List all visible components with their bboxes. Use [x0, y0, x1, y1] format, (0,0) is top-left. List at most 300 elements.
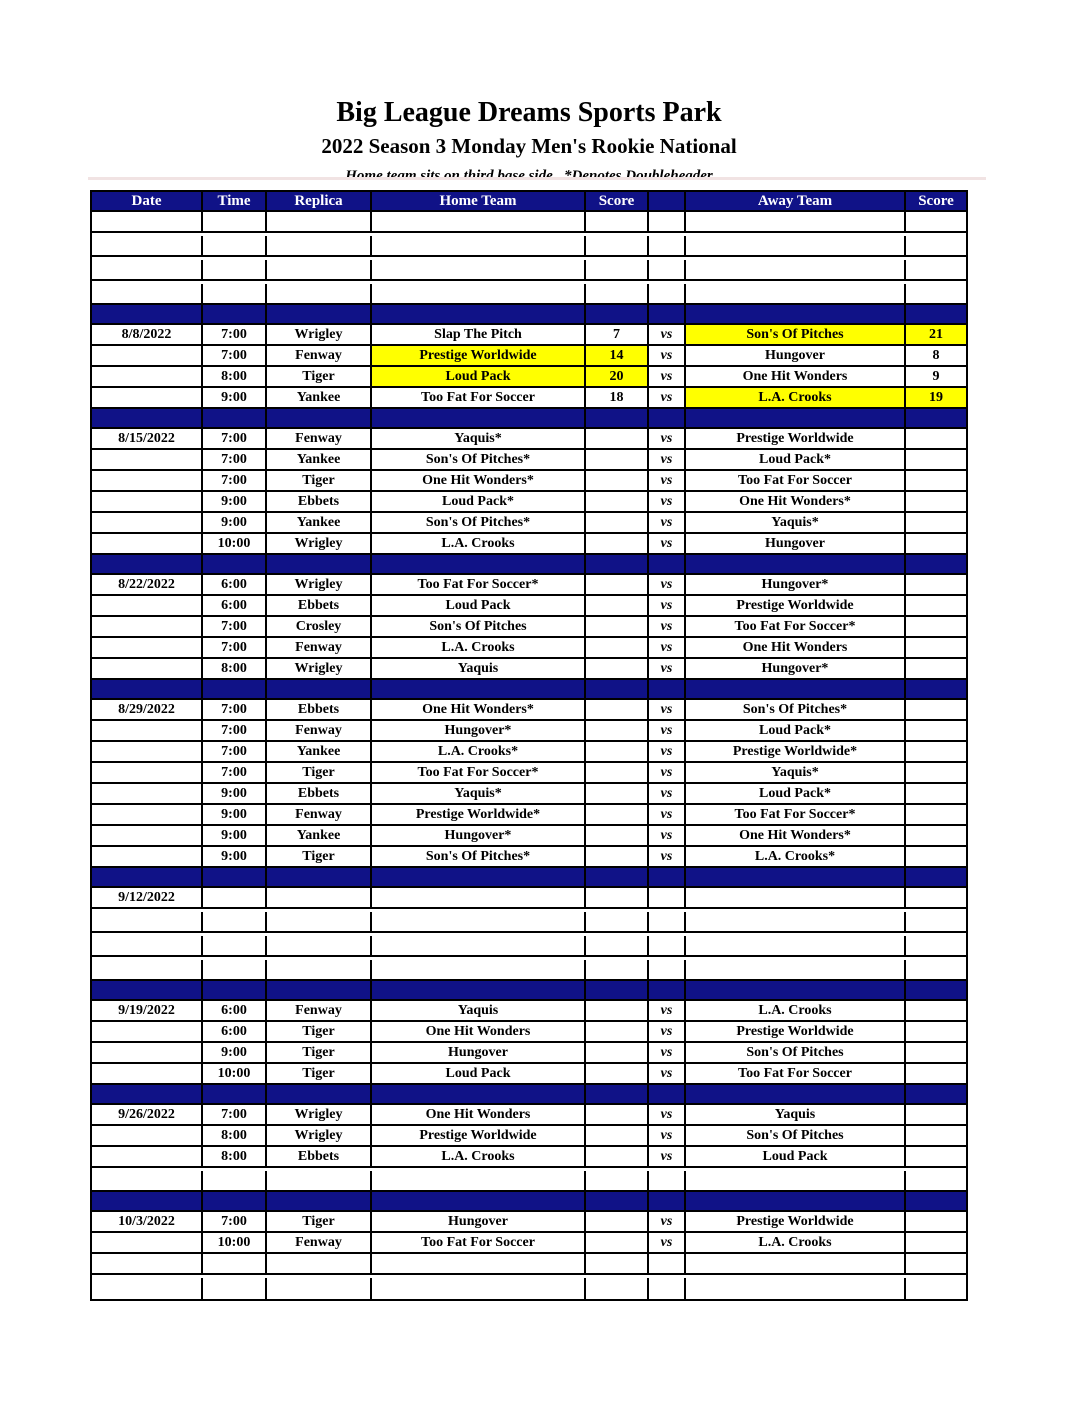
- column-header: Score: [918, 193, 954, 209]
- home-score-cell: [586, 450, 649, 469]
- away-team-cell: L.A. Crooks: [686, 1001, 906, 1020]
- vs-cell: [649, 555, 686, 573]
- home-team-cell: L.A. Crooks: [372, 534, 586, 553]
- date-cell: [92, 1233, 203, 1252]
- date-cell: [92, 236, 203, 255]
- date-cell: [92, 1192, 203, 1210]
- home-team-cell: L.A. Crooks: [372, 638, 586, 657]
- date-cell: 8/22/2022: [92, 575, 203, 594]
- away-team-cell: Too Fat For Soccer: [686, 471, 906, 490]
- replica-cell: Wrigley: [267, 1105, 372, 1124]
- home-team-cell: [372, 936, 586, 955]
- replica-cell: Ebbets: [267, 784, 372, 803]
- time-cell: 9:00: [203, 784, 267, 803]
- replica-cell: Ebbets: [267, 700, 372, 719]
- column-header: Replica: [267, 192, 372, 210]
- column-header: Time: [203, 192, 267, 210]
- vs-cell: vs: [649, 367, 686, 386]
- home-score-cell: [586, 805, 649, 824]
- home-team-cell: [372, 260, 586, 279]
- replica-cell: [267, 936, 372, 955]
- date-cell: [92, 847, 203, 866]
- away-score-cell: [906, 1233, 966, 1252]
- away-team-cell: Hungover*: [686, 575, 906, 594]
- home-team-cell: [372, 1254, 586, 1273]
- replica-cell: Wrigley: [267, 575, 372, 594]
- time-cell: 6:00: [203, 596, 267, 615]
- home-score-cell: [586, 305, 649, 323]
- away-score-cell: [906, 1278, 966, 1299]
- away-score-cell: [906, 305, 966, 323]
- vs-cell: vs: [649, 1147, 686, 1166]
- time-cell: 7:00: [203, 721, 267, 740]
- time-cell: [203, 1254, 267, 1273]
- time-cell: [203, 912, 267, 931]
- home-team-cell: Too Fat For Soccer*: [372, 763, 586, 782]
- game-row: [92, 492, 966, 513]
- replica-cell: Fenway: [267, 346, 372, 365]
- away-score-cell: [906, 742, 966, 761]
- away-score-cell: [906, 960, 966, 979]
- date-cell: [92, 784, 203, 803]
- replica-cell: Tiger: [267, 847, 372, 866]
- home-team-cell: [372, 284, 586, 303]
- replica-cell: [267, 555, 372, 573]
- away-team-cell: Hungover*: [686, 659, 906, 678]
- game-row: [92, 1147, 966, 1168]
- column-header: Home Team: [372, 192, 586, 210]
- home-team-cell: L.A. Crooks: [372, 1147, 586, 1166]
- time-cell: 7:00: [203, 471, 267, 490]
- home-score-cell: [586, 1254, 649, 1273]
- home-team-cell: Too Fat For Soccer: [372, 388, 586, 407]
- replica-cell: [267, 1085, 372, 1103]
- home-team-cell: [372, 981, 586, 999]
- replica-cell: [267, 305, 372, 323]
- away-score-cell: [906, 617, 966, 636]
- home-score-cell: 14: [586, 346, 649, 365]
- game-row: [92, 888, 966, 909]
- away-team-cell: Prestige Worldwide*: [686, 742, 906, 761]
- away-team-cell: [686, 936, 906, 955]
- game-row: [92, 742, 966, 763]
- home-team-cell: One Hit Wonders*: [372, 471, 586, 490]
- away-score-cell: 19: [906, 388, 966, 407]
- home-team-cell: One Hit Wonders*: [372, 700, 586, 719]
- home-score-cell: [586, 596, 649, 615]
- column-header: [649, 192, 686, 210]
- game-row: [92, 721, 966, 742]
- away-team-cell: [686, 912, 906, 931]
- date-cell: [92, 492, 203, 511]
- vs-cell: [649, 868, 686, 886]
- time-cell: [203, 1192, 267, 1210]
- home-score-cell: [586, 513, 649, 532]
- away-team-cell: Loud Pack*: [686, 721, 906, 740]
- home-team-cell: Yaquis*: [372, 784, 586, 803]
- time-cell: 7:00: [203, 763, 267, 782]
- vs-cell: vs: [649, 700, 686, 719]
- date-cell: [92, 1171, 203, 1190]
- away-team-cell: [686, 981, 906, 999]
- home-team-cell: Hungover*: [372, 826, 586, 845]
- home-score-cell: [586, 1233, 649, 1252]
- away-team-cell: Too Fat For Soccer: [686, 1064, 906, 1083]
- date-cell: [92, 534, 203, 553]
- date-cell: [92, 450, 203, 469]
- home-score-cell: [586, 742, 649, 761]
- vs-cell: vs: [649, 388, 686, 407]
- game-row: [92, 763, 966, 784]
- home-score-cell: [586, 1022, 649, 1041]
- replica-cell: Wrigley: [267, 659, 372, 678]
- replica-cell: Tiger: [267, 1212, 372, 1231]
- away-team-cell: [686, 960, 906, 979]
- game-row: [92, 1105, 966, 1126]
- time-cell: 7:00: [203, 346, 267, 365]
- vs-cell: [649, 680, 686, 698]
- home-score-cell: [586, 784, 649, 803]
- vs-cell: [649, 960, 686, 979]
- game-row: [92, 1212, 966, 1233]
- game-row: [92, 388, 966, 409]
- time-cell: 9:00: [203, 513, 267, 532]
- home-team-cell: Loud Pack*: [372, 492, 586, 511]
- home-score-cell: [586, 534, 649, 553]
- replica-cell: [267, 1171, 372, 1190]
- away-score-cell: [906, 784, 966, 803]
- time-cell: 9:00: [203, 826, 267, 845]
- vs-cell: [649, 912, 686, 931]
- vs-cell: vs: [649, 1233, 686, 1252]
- away-score-cell: [906, 763, 966, 782]
- home-team-cell: Hungover*: [372, 721, 586, 740]
- date-cell: [92, 868, 203, 886]
- home-score-cell: [586, 1043, 649, 1062]
- vs-cell: [649, 1192, 686, 1210]
- time-cell: [203, 305, 267, 323]
- date-cell: [92, 763, 203, 782]
- date-cell: [92, 1126, 203, 1145]
- home-score-cell: [586, 492, 649, 511]
- empty-row: [92, 1278, 966, 1299]
- replica-cell: Fenway: [267, 805, 372, 824]
- away-score-cell: [906, 575, 966, 594]
- game-row: [92, 429, 966, 450]
- week-separator-row: [92, 409, 966, 429]
- vs-cell: vs: [649, 742, 686, 761]
- time-cell: 7:00: [203, 325, 267, 344]
- vs-cell: vs: [649, 575, 686, 594]
- home-team-cell: One Hit Wonders: [372, 1022, 586, 1041]
- time-cell: 10:00: [203, 1064, 267, 1083]
- home-score-cell: [586, 429, 649, 448]
- away-score-cell: [906, 981, 966, 999]
- away-team-cell: [686, 236, 906, 255]
- date-cell: [92, 680, 203, 698]
- home-team-cell: Loud Pack: [372, 367, 586, 386]
- empty-row: [92, 284, 966, 305]
- time-cell: [203, 1171, 267, 1190]
- game-row: [92, 575, 966, 596]
- away-team-cell: [686, 888, 906, 907]
- time-cell: [203, 236, 267, 255]
- away-team-cell: L.A. Crooks: [686, 388, 906, 407]
- week-separator-row: [92, 680, 966, 700]
- home-score-cell: [586, 1001, 649, 1020]
- home-score-cell: [586, 700, 649, 719]
- game-row: [92, 534, 966, 555]
- date-cell: [92, 960, 203, 979]
- away-score-cell: [906, 1022, 966, 1041]
- away-score-cell: [906, 1192, 966, 1210]
- game-row: [92, 826, 966, 847]
- vs-cell: vs: [649, 429, 686, 448]
- time-cell: 8:00: [203, 367, 267, 386]
- game-row: [92, 471, 966, 492]
- away-score-cell: [906, 555, 966, 573]
- away-team-cell: [686, 212, 906, 231]
- time-cell: 7:00: [203, 450, 267, 469]
- away-score-cell: [906, 429, 966, 448]
- home-score-cell: [586, 847, 649, 866]
- away-team-cell: [686, 680, 906, 698]
- home-score-cell: [586, 236, 649, 255]
- game-row: [92, 1233, 966, 1254]
- date-cell: [92, 212, 203, 231]
- replica-cell: [267, 409, 372, 427]
- week-separator-row: [92, 981, 966, 1001]
- time-cell: 6:00: [203, 575, 267, 594]
- away-team-cell: Loud Pack*: [686, 450, 906, 469]
- replica-cell: Yankee: [267, 388, 372, 407]
- home-score-cell: [586, 826, 649, 845]
- vs-cell: [649, 888, 686, 907]
- time-cell: [203, 981, 267, 999]
- game-row: [92, 784, 966, 805]
- date-cell: [92, 617, 203, 636]
- date-cell: [92, 388, 203, 407]
- away-score-cell: [906, 596, 966, 615]
- away-team-cell: One Hit Wonders*: [686, 492, 906, 511]
- away-score-cell: [906, 847, 966, 866]
- week-separator-row: [92, 1192, 966, 1212]
- time-cell: 9:00: [203, 492, 267, 511]
- away-team-cell: Yaquis*: [686, 763, 906, 782]
- time-cell: 9:00: [203, 847, 267, 866]
- home-score-cell: [586, 212, 649, 231]
- vs-cell: vs: [649, 346, 686, 365]
- home-score-cell: [586, 1064, 649, 1083]
- away-team-cell: [686, 1171, 906, 1190]
- away-score-cell: 9: [932, 369, 940, 384]
- home-team-cell: Loud Pack: [372, 596, 586, 615]
- away-team-cell: [686, 1254, 906, 1273]
- home-team-cell: [372, 868, 586, 886]
- away-team-cell: [686, 1085, 906, 1103]
- vs-cell: vs: [649, 847, 686, 866]
- date-cell: [92, 742, 203, 761]
- away-score-cell: [906, 1254, 966, 1273]
- date-cell: [92, 1085, 203, 1103]
- away-team-cell: [686, 1278, 906, 1299]
- away-score-cell: [906, 1001, 966, 1020]
- time-cell: [203, 680, 267, 698]
- game-row: [92, 700, 966, 721]
- home-score-cell: [586, 260, 649, 279]
- vs-cell: vs: [649, 1043, 686, 1062]
- replica-cell: [267, 236, 372, 255]
- home-team-cell: Son's Of Pitches*: [372, 513, 586, 532]
- date-cell: [92, 555, 203, 573]
- away-score-cell: [906, 492, 966, 511]
- date-cell: [92, 305, 203, 323]
- away-team-cell: [686, 305, 906, 323]
- vs-cell: vs: [649, 826, 686, 845]
- week-separator-row: [92, 555, 966, 575]
- home-score-cell: [586, 936, 649, 955]
- home-score-cell: [586, 960, 649, 979]
- date-cell: [92, 346, 203, 365]
- home-team-cell: Prestige Worldwide: [372, 1126, 586, 1145]
- vs-cell: [649, 936, 686, 955]
- empty-row: [92, 212, 966, 233]
- home-score-cell: [586, 981, 649, 999]
- time-cell: [203, 409, 267, 427]
- away-score-cell: [906, 912, 966, 931]
- vs-cell: vs: [649, 1105, 686, 1124]
- home-score-cell: [586, 617, 649, 636]
- vs-cell: vs: [649, 805, 686, 824]
- date-cell: [92, 471, 203, 490]
- vs-cell: vs: [649, 617, 686, 636]
- home-score-cell: [586, 763, 649, 782]
- time-cell: [203, 960, 267, 979]
- replica-cell: Fenway: [267, 1233, 372, 1252]
- home-team-cell: Yaquis: [372, 659, 586, 678]
- replica-cell: [267, 1278, 372, 1299]
- home-score-cell: 18: [586, 388, 649, 407]
- game-row: [92, 617, 966, 638]
- replica-cell: Tiger: [267, 1043, 372, 1062]
- home-team-cell: Loud Pack: [372, 1064, 586, 1083]
- vs-cell: [649, 1171, 686, 1190]
- replica-cell: Tiger: [267, 471, 372, 490]
- date-cell: 9/12/2022: [92, 888, 203, 907]
- replica-cell: [267, 260, 372, 279]
- home-score-cell: 20: [586, 367, 649, 386]
- game-row: [92, 1022, 966, 1043]
- date-cell: [92, 936, 203, 955]
- home-team-cell: [372, 1192, 586, 1210]
- replica-cell: Tiger: [267, 763, 372, 782]
- away-score-cell: [906, 805, 966, 824]
- away-team-cell: Yaquis: [686, 1105, 906, 1124]
- home-score-cell: [586, 659, 649, 678]
- away-score-cell: [906, 260, 966, 279]
- home-team-cell: Yaquis*: [372, 429, 586, 448]
- home-score-cell: [586, 1126, 649, 1145]
- replica-cell: Ebbets: [267, 1147, 372, 1166]
- away-team-cell: Son's Of Pitches: [686, 1043, 906, 1062]
- date-cell: [92, 409, 203, 427]
- game-row: [92, 659, 966, 680]
- game-row: [92, 1001, 966, 1022]
- away-team-cell: [686, 409, 906, 427]
- away-team-cell: L.A. Crooks*: [686, 847, 906, 866]
- replica-cell: Tiger: [267, 1064, 372, 1083]
- time-cell: 9:00: [203, 388, 267, 407]
- replica-cell: Fenway: [267, 1001, 372, 1020]
- date-cell: [92, 638, 203, 657]
- away-team-cell: Prestige Worldwide: [686, 429, 906, 448]
- away-score-cell: [906, 409, 966, 427]
- home-score-cell: [586, 1147, 649, 1166]
- away-team-cell: Prestige Worldwide: [686, 1212, 906, 1231]
- time-cell: 7:00: [203, 429, 267, 448]
- time-cell: 7:00: [203, 617, 267, 636]
- date-cell: [92, 1147, 203, 1166]
- vs-cell: [649, 284, 686, 303]
- time-cell: 6:00: [203, 1001, 267, 1020]
- game-row: [92, 1126, 966, 1147]
- home-score-cell: [586, 1192, 649, 1210]
- replica-cell: Fenway: [267, 638, 372, 657]
- replica-cell: [267, 680, 372, 698]
- away-score-cell: [906, 1085, 966, 1103]
- replica-cell: [267, 212, 372, 231]
- replica-cell: [267, 868, 372, 886]
- away-team-cell: One Hit Wonders: [686, 367, 906, 386]
- away-score-cell: [906, 638, 966, 657]
- away-team-cell: L.A. Crooks: [686, 1233, 906, 1252]
- home-team-cell: [372, 912, 586, 931]
- replica-cell: [267, 1254, 372, 1273]
- time-cell: 8:00: [203, 1147, 267, 1166]
- away-team-cell: Yaquis*: [686, 513, 906, 532]
- date-cell: [92, 805, 203, 824]
- date-cell: [92, 981, 203, 999]
- game-row: [92, 325, 966, 346]
- home-team-cell: [372, 555, 586, 573]
- away-team-cell: Hungover: [686, 346, 906, 365]
- date-cell: [92, 912, 203, 931]
- vs-cell: vs: [649, 325, 686, 344]
- time-cell: 8:00: [203, 1126, 267, 1145]
- empty-row: [92, 912, 966, 933]
- home-team-cell: [372, 1278, 586, 1299]
- time-cell: 7:00: [203, 700, 267, 719]
- vs-cell: vs: [649, 1212, 686, 1231]
- replica-cell: Ebbets: [267, 596, 372, 615]
- away-score-cell: [906, 868, 966, 886]
- empty-row: [92, 936, 966, 957]
- vs-cell: vs: [649, 513, 686, 532]
- time-cell: 9:00: [203, 805, 267, 824]
- home-team-cell: Son's Of Pitches: [372, 617, 586, 636]
- home-team-cell: [372, 305, 586, 323]
- time-cell: 7:00: [203, 1105, 267, 1124]
- away-score-cell: 21: [906, 325, 966, 344]
- empty-row: [92, 1171, 966, 1192]
- home-score-cell: [586, 868, 649, 886]
- week-separator-row: [92, 868, 966, 888]
- away-score-cell: [906, 826, 966, 845]
- away-team-cell: Loud Pack: [686, 1147, 906, 1166]
- date-cell: [92, 513, 203, 532]
- away-score-cell: [906, 1147, 966, 1166]
- game-row: [92, 596, 966, 617]
